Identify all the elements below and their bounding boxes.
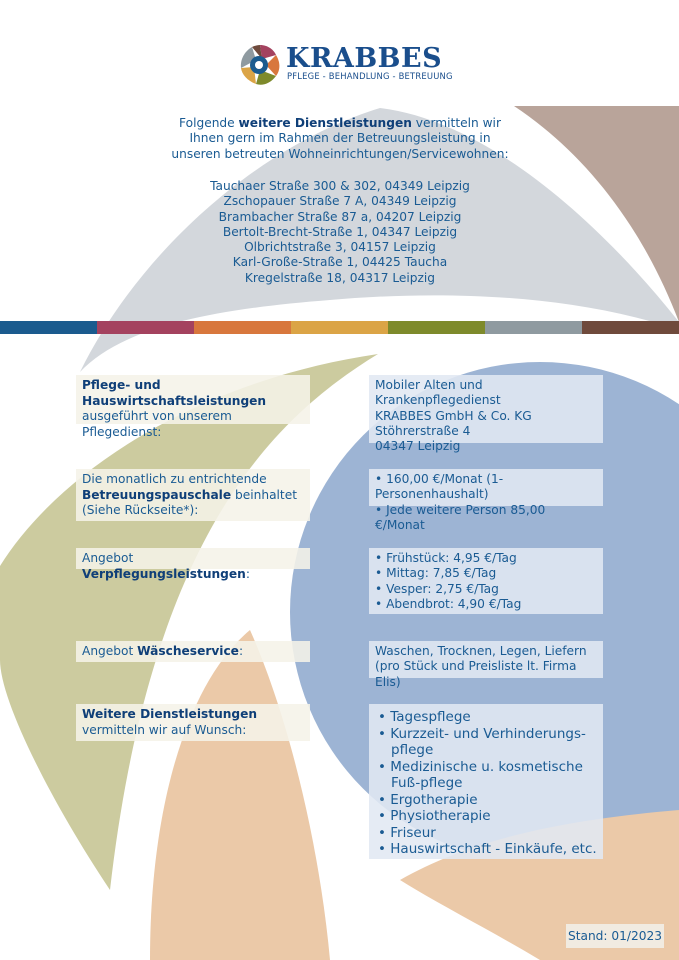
weitere-item: • Ergotherapie [378,792,597,809]
waesche-label-pre: Angebot [82,644,138,658]
color-stripe-segment [0,321,97,334]
logo-title: KRABBES [286,43,443,74]
verpflegung-label [76,548,310,581]
address-item: Brambacher Straße 87 a, 04207 Leipzig [218,209,462,224]
intro-line2: Ihnen gern im Rahmen der Betreuungsleistung in [189,131,491,146]
weitere-item: • Medizinische u. kosmetische Fuß-pflege [378,759,597,792]
verpflegung-label-pre: Angebot [82,551,134,565]
logo-subtitle: PFLEGE - BEHANDLUNG - BETREUUNG [287,71,453,81]
weitere-item: • Physiotherapie [378,808,597,825]
verpflegung-label-after: : [245,566,250,581]
pflege-label-bold: Pflege- und Hauswirtschaftsleistungen [82,378,267,408]
color-stripe-segment [194,321,291,334]
pflege-value-line: KRABBES GmbH & Co. KG [375,408,532,423]
address-item: Karl-Große-Straße 1, 04425 Taucha [232,255,448,270]
intro-text-after: vermitteln wir [411,116,501,130]
weitere-label [76,704,310,741]
color-stripe-segment [388,321,485,334]
betreuung-item: • 160,00 €/Monat (1-Personenhaushalt) [375,472,597,503]
intro-text [160,116,520,162]
weitere-item: • Kurzzeit- und Verhinderungs-pflege [378,726,597,759]
address-item: Olbrichtstraße 3, 04157 Leipzig [244,240,436,255]
pflege-value-line: Mobiler Alten und Krankenpflegedienst [375,378,501,408]
address-item: Zschopauer Straße 7 A, 04349 Leipzig [223,194,457,209]
stand-date: Stand: 01/2023 [566,924,664,948]
intro-line3: unseren betreuten Wohneinrichtungen/Servicewohnen: [171,146,509,161]
color-stripe-segment [485,321,582,334]
verpflegung-item: • Mittag: 7,85 €/Tag [375,566,597,581]
pflege-value-line: 04347 Leipzig [375,439,461,454]
address-item: Kregelstraße 18, 04317 Leipzig [244,270,436,285]
weitere-item: • Tagespflege [378,709,597,726]
address-list [160,179,520,286]
betreuung-label-after: beinhaltet [231,487,297,502]
color-stripe-segment [582,321,679,334]
weitere-item: • Friseur [378,825,597,842]
betreuung-value [369,469,603,532]
intro-text-before: Folgende [179,116,239,130]
pflege-label-rest: ausgeführt von unserem Pflegedienst: [82,409,232,439]
waesche-label-after: : [238,644,244,658]
betreuung-label-end: (Siehe Rückseite*): [82,503,199,517]
betreuung-label-pre: Die monatlich zu entrichtende [82,472,267,486]
pflege-value-line: Stöhrerstraße 4 [375,423,471,438]
verpflegung-item: • Frühstück: 4,95 €/Tag [375,551,597,566]
company-logo [236,41,456,91]
weitere-value [369,704,603,859]
verpflegung-item: • Abendbrot: 4,90 €/Tag [375,597,597,612]
waesche-label-bold: Wäscheservice [137,644,239,658]
waesche-value-line: (pro Stück und Preisliste lt. Firma Elis) [375,659,577,689]
pflege-label [76,375,310,439]
waesche-value-line: Waschen, Trocknen, Legen, Liefern [375,644,587,658]
waesche-label [76,641,310,662]
color-stripe-segment [97,321,194,334]
betreuung-label [76,469,310,521]
verpflegung-item: • Vesper: 2,75 €/Tag [375,582,597,597]
betreuung-item: • Jede weitere Person 85,00 €/Monat [375,503,597,534]
address-item: Tauchaer Straße 300 & 302, 04349 Leipzig [210,179,470,193]
betreuung-label-bold: Betreuungspauschale [82,487,232,502]
verpflegung-value [369,548,603,614]
weitere-label-rest: vermitteln wir auf Wunsch: [82,722,247,737]
waesche-value [369,641,603,689]
weitere-label-bold: Weitere Dienstleistungen [82,707,258,721]
verpflegung-label-bold: Verpflegungsleistungen [82,566,246,581]
color-stripe-segment [291,321,388,334]
address-item: Bertolt-Brecht-Straße 1, 04347 Leipzig [222,224,458,239]
pflege-value [369,375,603,454]
weitere-item: • Hauswirtschaft - Einkäufe, etc. [378,841,597,858]
krabbes-logo-icon [236,41,284,89]
intro-highlight: weitere Dienstleistungen [238,116,412,130]
